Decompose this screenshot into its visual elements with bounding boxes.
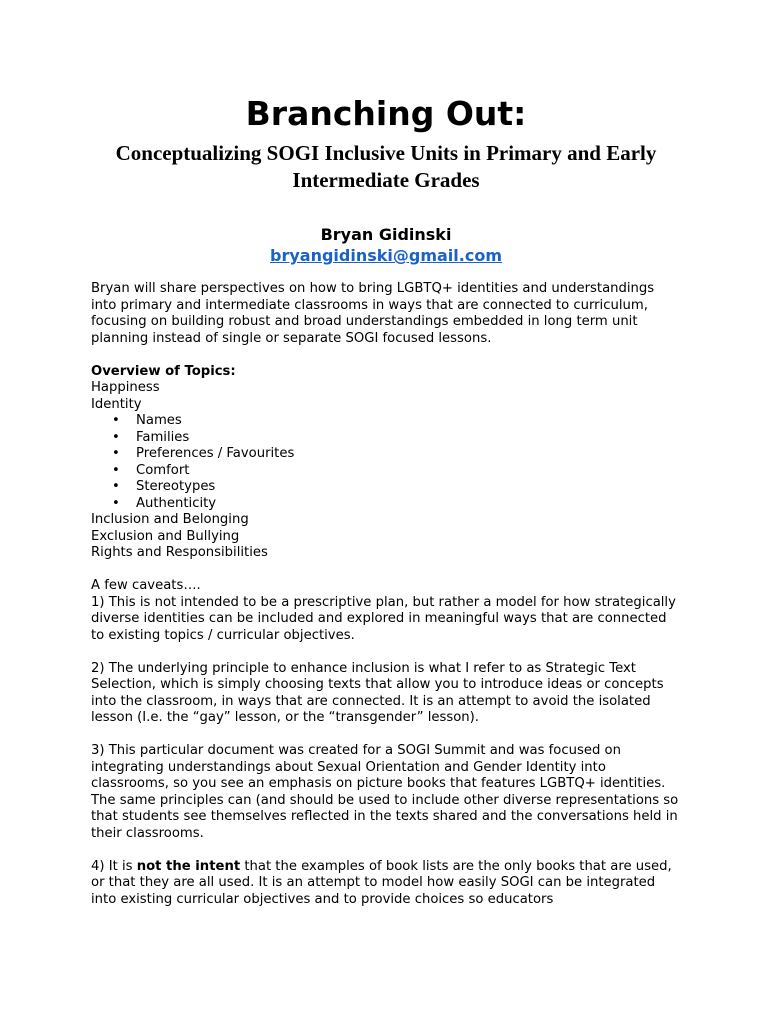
list-item-label: Stereotypes [136, 479, 216, 494]
list-item-label: Names [136, 413, 182, 428]
bullet-icon: • [112, 462, 120, 478]
topic-inclusion: Inclusion and Belonging [91, 512, 249, 527]
overview-heading: Overview of Topics: [91, 363, 236, 379]
bullet-icon: • [112, 413, 120, 428]
document-body [91, 281, 681, 908]
document-content [91, 92, 681, 908]
topic-happiness: Happiness [91, 380, 160, 395]
topic-identity: Identity [91, 396, 142, 412]
list-item-label: Authenticity [136, 495, 217, 511]
list-item-label: Preferences / Favourites [136, 446, 295, 461]
topic-rights: Rights and Responsibilities [91, 545, 268, 560]
list-item [91, 413, 681, 430]
list-item [91, 463, 681, 480]
document-title: Branching Out: [245, 94, 527, 133]
author-email-link[interactable]: bryangidinski@gmail.com [270, 246, 502, 265]
caveat-3: 3) This particular document was created for a SOGI Summit and was focused on integrating understandings about Sexual Orientation and Gender Identity into classrooms, so you see an emphasis on picture books that features LGBTQ+ identities. The same principles can (and should be used to include other diverse representations so that students see themselves reflected in the texts shared and the conversations held in their classrooms. [91, 743, 679, 841]
bullet-icon: • [112, 495, 120, 511]
list-item [91, 496, 681, 513]
list-item [91, 479, 681, 496]
overview-section [91, 364, 681, 562]
author-name: Bryan Gidinski [320, 225, 452, 244]
caveat-2: 2) The underlying principle to enhance inclusion is what I refer to as Strategic Text Selection, which is simply choosing texts that allow you to introduce ideas or concepts into the classroom, in ways that are connected. It is an attempt to avoid the isolated lesson (I.e. the “gay” lesson, or the “transgender” lesson). [91, 660, 664, 725]
bullet-icon: • [112, 429, 120, 445]
list-item [91, 430, 681, 447]
caveat-4-rest: that the examples of book lists are the only books that are used, or that they are all used. It is an attempt to model how easily SOGI can be integrated into existing curricular objectives and to provide choices so educators [91, 858, 672, 907]
identity-subtopics-list [91, 413, 681, 512]
intro-paragraph: Bryan will share perspectives on how to bring LGBTQ+ identities and understandings into primary and intermediate classrooms in ways that are connected to curriculum, focusing on building robust and broad understandings embedded in long term unit planning instead of single or separate SOGI focused lessons. [91, 281, 655, 346]
caveat-4 [91, 859, 681, 909]
caveat-4-emphasis: not the intent [136, 858, 241, 874]
document-subtitle: Conceptualizing SOGI Inclusive Units in Primary and Early Intermediate Grades [115, 141, 657, 192]
topic-exclusion: Exclusion and Bullying [91, 528, 240, 544]
caveat-1: 1) This is not intended to be a prescriptive plan, but rather a model for how strategically diverse identities can be included and explored in meaningful ways that are connected to existing topics / curricular objectives. [91, 594, 676, 643]
caveat-4-lead: 4) It is [91, 858, 137, 874]
list-item-label: Comfort [136, 462, 190, 478]
bullet-icon: • [112, 446, 120, 461]
list-item [91, 446, 681, 463]
caveats-heading: A few caveats…. [91, 578, 201, 593]
bullet-icon: • [112, 479, 120, 494]
list-item-label: Families [136, 429, 190, 445]
